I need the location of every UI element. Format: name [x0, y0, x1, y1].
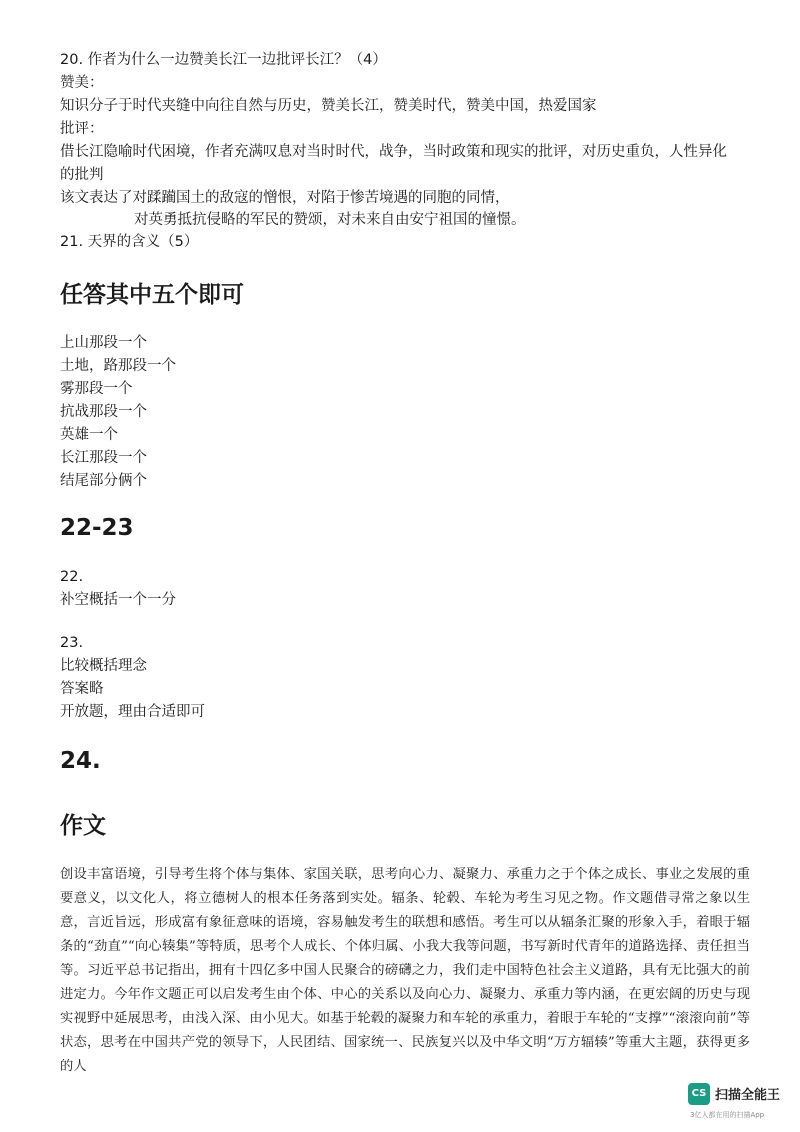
list-item: 抗战那段一个 — [60, 404, 147, 420]
q23-line: 开放题，理由合适即可 — [60, 704, 205, 720]
q22-text: 补空概括一个一分 — [60, 592, 176, 608]
critique-line-1: 借长江隐喻时代困境，作者充满叹息对当时时代，战争，当时政策和现实的批评，对历史重负，人性异化 — [60, 144, 727, 160]
watermark-app-name: 扫描全能王 — [715, 1088, 781, 1103]
praise-text: 知识分子于时代夹缝中向往自然与历史，赞美长江，赞美时代，赞美中国，热爱国家 — [60, 98, 597, 114]
list-item: 英雄一个 — [60, 427, 118, 443]
summary-line-1: 该文表达了对蹂躏国土的敌寇的憎恨，对陷于惨苦境遇的同胞的同情， — [60, 190, 510, 206]
essay-heading: 作文 — [60, 813, 106, 839]
q23-line: 答案略 — [60, 681, 104, 697]
q23-label: 23. — [60, 635, 84, 651]
list-item: 结尾部分俩个 — [60, 473, 147, 489]
praise-label: 赞美： — [60, 75, 104, 91]
list-item: 上山那段一个 — [60, 335, 147, 351]
q20-title: 20. 作者为什么一边赞美长江一边批评长江？（4） — [60, 52, 387, 68]
essay-text: 创设丰富语境，引导考生将个体与集体、家国关联，思考向心力、凝聚力、承重力之于个体之成长、事业之发展的重要意义，以文化人，将立德树人的根本任务落到实处。辐条、轮毂、车轮为考生习见之物。作文题借寻常之象以生意，言近旨远，形成富有象征意味的语境，容易触发考生的联想和感悟。考生可以从辐条汇聚的形象入手，着眼于辐条的“劲直”“向心辏集”等特质，思考个人成长、个体归属、小我大我等问题，书写新时代青年的道路选择、责任担当等。习近平总书记指出，拥有十四亿多中国人民聚合的磅礴之力，我们走中国特色社会主义道路，具有无比强大的前进定力。今年作文题正可以启发考生由个体、中心的关系以及向心力、凝聚力、承重力等内涵，在更宏阔的历史与现实视野中延展思考，由浅入深、由小见大。如基于轮毂的凝聚力和车轮的承重力，着眼于车轮的“支撑”“滚滚向前”等状态，思考在中国共产党的领导下，人民团结、国家统一、民族复兴以及中华文明“万方辐辏”等重大主题，获得更多的人 — [60, 867, 750, 1074]
critique-line-2: 的批判 — [60, 167, 104, 183]
camscanner-watermark — [688, 1083, 794, 1123]
q22-label: 22. — [60, 569, 84, 585]
q22-23-heading: 22-23 — [60, 515, 134, 541]
summary-line-2: 对英勇抵抗侵略的军民的赞颂，对未来自由安宁祖国的憧憬。 — [134, 212, 526, 228]
list-item: 长江那段一个 — [60, 450, 147, 466]
q23-line: 比较概括理念 — [60, 658, 147, 674]
answer-heading: 任答其中五个即可 — [60, 282, 244, 308]
q24-heading: 24. — [60, 748, 101, 774]
list-item: 土地，路那段一个 — [60, 358, 176, 374]
camscanner-logo-icon: CS — [688, 1083, 710, 1105]
watermark-tagline: 3亿人都在用的扫描App — [690, 1111, 765, 1119]
q21-title: 21. 天界的含义（5） — [60, 234, 199, 250]
list-item: 雾那段一个 — [60, 381, 133, 397]
critique-label: 批评： — [60, 121, 104, 137]
essay-paragraph — [60, 863, 750, 1079]
